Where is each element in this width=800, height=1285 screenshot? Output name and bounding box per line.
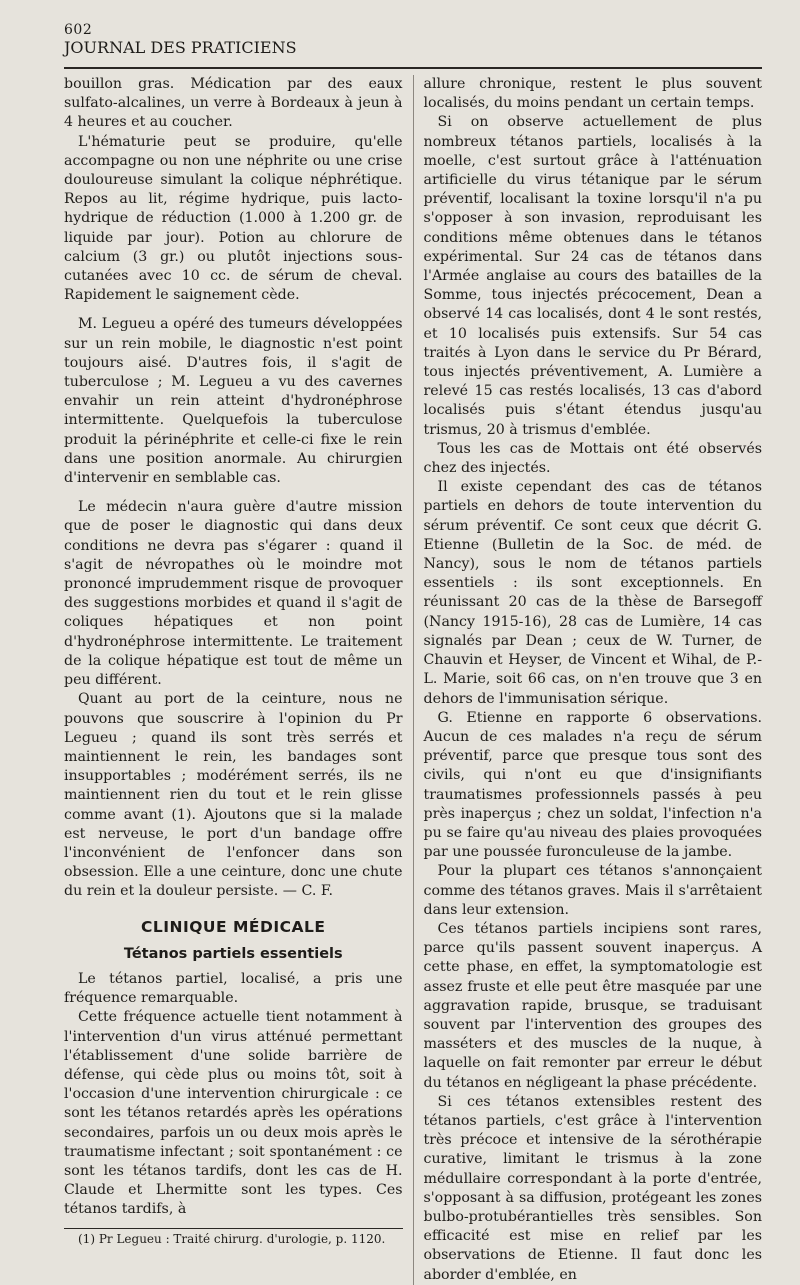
- journal-title: JOURNAL DES PRATICIENS: [64, 38, 297, 57]
- left-column: [64, 75, 413, 1285]
- paragraph: Ces tétanos partiels incipiens sont rares, parce qu'ils passent souvent inaperçus. A cette phase, en effet, la symptomatologie est assez fruste et elle peut être masquée par une aggravation rapide, brusque, se traduisant souvent par l'intervention des groupes des masséters et des muscles de la nuque, à laquelle on fait remonter par erreur le début du tétanos en négligeant la phase précédente.: [423, 920, 762, 1091]
- paragraph: L'hématurie peut se produire, qu'elle accompagne ou non une néphrite ou une crise douloureuse simulant la colique néphrétique. Repos au lit, régime hydrique, puis lacto-hydrique de réduction (1.000 à 1.200 gr. de liquide par jour). Potion au chlorure de calcium (3 gr.) ou plutôt injections sous-cutanées avec 10 cc. de sérum de cheval. Rapidement le saignement cède.: [64, 133, 403, 304]
- paragraph: Le médecin n'aura guère d'autre mission que de poser le diagnostic qui dans deux conditions ne devra pas s'égarer : quand il s'agit de névropathes où le moindre mot prononcé imprudemment risque de provoquer des suggestions morbides et quand il s'agit de coliques hépatiques et non point d'hydronéphrose intermittente. Le traitement de la colique hépatique est tout de même un peu différent.: [64, 499, 403, 689]
- paragraph: Il existe cependant des cas de tétanos partiels en dehors de toute intervention du sérum préventif. Ce sont ceux que décrit G. Etienne (Bulletin de la Soc. de méd. de Nancy), sous le nom de tétanos partiels essentiels : ils sont exceptionnels. En réunissant 20 cas de la thèse de Barsegoff (Nancy 1915-16), 28 cas de Lumière, 14 cas signalés par Dean ; ceux de W. Turner, de Chauvin et Heyser, de Vincent et Wihal, de P.-L. Marie, soit 66 cas, on n'en trouve que 3 en dehors de l'immunisation sérique.: [423, 479, 762, 707]
- right-column: [413, 75, 763, 1285]
- paragraph: bouillon gras. Médication par des eaux sulfato-alcalines, un verre à Bordeaux à jeun à 4 heures et au coucher.: [64, 76, 403, 131]
- header-rule: [64, 67, 762, 69]
- footnote-rule: [64, 1228, 403, 1229]
- page-number: 602: [64, 22, 93, 38]
- section-title: CLINIQUE MÉDICALE: [141, 917, 326, 936]
- paragraph: Quant au port de la ceinture, nous ne pouvons que souscrire à l'opinion du Pr Legueu ; quand ils sont très serrés et maintiennent le rein, les bandages sont insupportables ; modérément serrés, ils ne maintiennent rien du tout et le rein glisse comme avant (1). Ajoutons que si la malade est nerveuse, le port d'un bandage offre l'inconvénient de l'enfoncer dans son obsession. Elle a une ceinture, donc une chute du rein et la douleur persiste. — C. F.: [64, 691, 403, 900]
- two-column-body: [64, 75, 762, 1285]
- paragraph: allure chronique, restent le plus souvent localisés, du moins pendant un certain temps.: [423, 76, 762, 112]
- paragraph: Cette fréquence actuelle tient notamment à l'intervention d'un virus atténué permettant l'établissement d'une solide barrière de défense, qui cède plus ou moins tôt, soit à l'occasion d'une intervention chirurgicale : ce sont les tétanos retardés après les opérations secondaires, parfois un ou deux mois après le traumatisme infectant ; soit spontanément : ce sont les tétanos tardifs, dont les cas de H. Claude et Lhermitte sont les types. Ces tétanos tardifs, à: [64, 1009, 403, 1218]
- paragraph: Si ces tétanos extensibles restent des tétanos partiels, c'est grâce à l'intervention très précoce et intensive de la sérothérapie curative, limitant le trismus à la zone médullaire correspondant à la porte d'entrée, s'opposant à sa diffusion, protégeant les zones bulbo-protubérantielles très sensibles. Son efficacité est mise en relief par les observations de Etienne. Il faut donc les aborder d'emblée, en: [423, 1093, 762, 1283]
- paragraph: Pour la plupart ces tétanos s'annonçaient comme des tétanos graves. Mais il s'arrêtaient dans leur extension.: [423, 863, 762, 918]
- paragraph: Tous les cas de Mottais ont été observés chez des injectés.: [423, 440, 762, 477]
- paragraph: M. Legueu a opéré des tumeurs développées sur un rein mobile, le diagnostic n'est point toujours aisé. D'autres fois, il s'agit de tuberculose ; M. Legueu a vu des cavernes envahir un rein atteint d'hydronéphrose intermittente. Quelquefois la tuberculose produit la périnéphrite et celle-ci fixe le rein dans une position anormale. Au chirurgien d'intervenir en semblable cas.: [64, 316, 403, 487]
- article-title: Tétanos partiels essentiels: [123, 945, 343, 962]
- paragraph: Si on observe actuellement de plus nombreux tétanos partiels, localisés à la moelle, c'est surtout grâce à l'atténuation artificielle du virus tétanique par le sérum préventif, localisant la toxine lorsqu'il n'a pu s'opposer à son invasion, reproduisant les conditions même obtenues dans le tétanos expérimental. Sur 24 cas de tétanos dans l'Armée anglaise au cours des batailles de la Somme, tous injectés précocement, Dean a observé 14 cas localisés, dont 4 le sont restés, et 10 localisés puis extensifs. Sur 54 cas traités à Lyon dans le service du Pr Bérard, tous injectés préventivement, A. Lumière a relevé 15 cas restés localisés, 13 cas d'abord localisés puis s'étant étendus jusqu'au trismus, 20 à trismus d'emblée.: [423, 114, 762, 438]
- running-head: [64, 22, 762, 38]
- paragraph: G. Etienne en rapporte 6 observations. Aucun de ces malades n'a reçu de sérum préventif, parce que presque tous sont des civils, qui n'ont eu que d'insignifiants traumatismes professionnels passés à peu près inaperçus ; chez un soldat, l'infection n'a pu se faire qu'au niveau des plaies provoquées par une poussée furonculeuse de la jambe.: [423, 709, 762, 861]
- footnote: (1) Pr Legueu : Traité chirurg. d'urologie, p. 1120.: [78, 1231, 386, 1246]
- paragraph: Le tétanos partiel, localisé, a pris une fréquence remarquable.: [64, 970, 403, 1007]
